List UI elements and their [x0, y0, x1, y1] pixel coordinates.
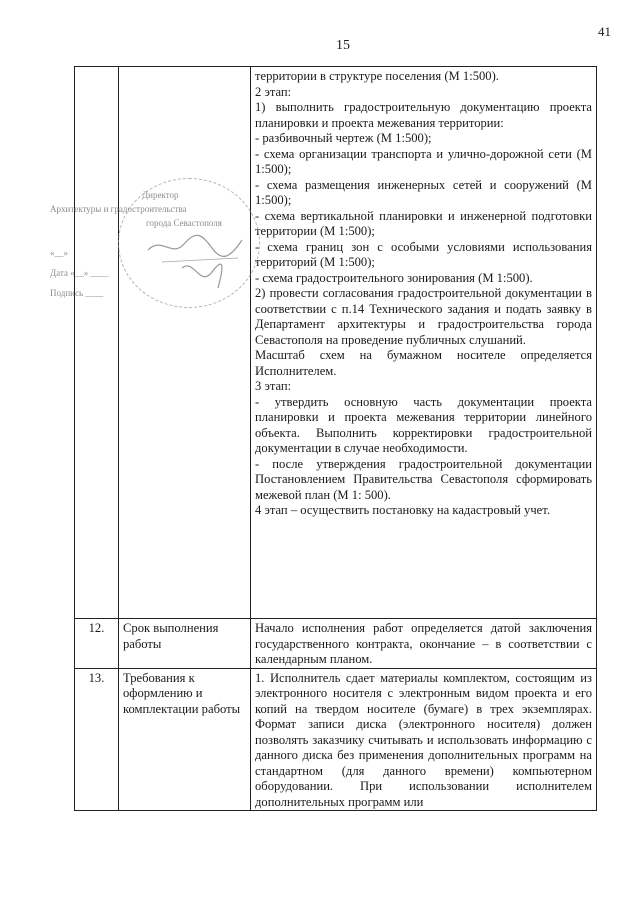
row-number-cell: 13.	[75, 668, 119, 811]
row-number-cell	[75, 67, 119, 619]
paragraph: - схема границ зон с особыми условиями использования территорий (М 1:500);	[255, 239, 592, 269]
table-row-continued	[75, 67, 597, 619]
row-content-cell	[251, 67, 597, 619]
table-row-12	[75, 619, 597, 669]
row-content-cell	[251, 619, 597, 669]
paragraph: 2) провести согласования градостроительной документации в соответствии с п.14 Технического задания и подать заявку в Департамент архитектуры и градостроительства города Севастополя на проведение публичных слушаний.	[255, 286, 592, 347]
paragraph: 1) выполнить градостроительную документацию проекта планировки и проекта межевания территории:	[255, 100, 592, 130]
row-content-cell	[251, 668, 597, 811]
row-title-cell	[119, 67, 251, 619]
stamp-text: Директор	[142, 190, 179, 200]
paragraph: - схема градостроительного зонирования (М 1:500).	[255, 270, 533, 285]
handwritten-signature	[142, 228, 252, 300]
stamp-text: Подпись ____	[50, 288, 104, 298]
stamp-text: Дата «__» ____	[50, 268, 109, 278]
paragraph: 2 этап:	[255, 84, 292, 99]
paragraph: - разбивочный чертеж (М 1:500);	[255, 131, 432, 145]
sheet-number: 41	[598, 24, 611, 39]
paragraph: 1. Исполнитель сдает материалы комплектом, состоящим из электронного носителя с электронным видом проекта и его копий на твердом носителе (бумаге) в трех экземплярах. Формат записи диска (электронного носителя) должен позволять заказчику считывать и использовать информацию с данного диска без применения дополнительных программ на стандартном (для данного времени) компьютерном оборудовании. При использовании исполнителем дополнительных программ или	[255, 670, 592, 809]
table-row-13	[75, 668, 597, 811]
paragraph: территории в структуре поселения (М 1:500).	[255, 69, 499, 83]
approval-stamp	[50, 178, 260, 308]
paragraph: 4 этап – осуществить постановку на кадастровый учет.	[255, 503, 550, 517]
stamp-text: «__»	[50, 248, 68, 258]
page-number: 15	[336, 38, 350, 53]
paragraph: 3 этап:	[255, 379, 292, 393]
row-number-cell: 12.	[75, 619, 119, 669]
paragraph: - схема организации транспорта и улично-дорожной сети (М 1:500);	[255, 146, 592, 176]
row-title-cell: Требования к оформлению и комплектации работы	[119, 668, 251, 811]
paragraph: - утвердить основную часть документации проекта планировки и проекта межевания территории линейного объекта. Выполнить корректировки градостроительной документации в случае необходимости.	[255, 394, 592, 455]
paragraph: - схема вертикальной планировки и инженерной подготовки территории (М 1:500);	[255, 208, 592, 238]
paragraph: - схема размещения инженерных сетей и сооружений (М 1:500);	[255, 177, 592, 207]
row-title-cell: Срок выполнения работы	[119, 619, 251, 669]
paragraph: Начало исполнения работ определяется датой заключения государственного контракта, окончание – в соответствии с календарным планом.	[255, 621, 592, 666]
paragraph: - после утверждения градостроительной документации Постановлением Правительства Севастополя сформировать межевой план (М 1: 500).	[255, 456, 592, 502]
stamp-text: города Севастополя	[146, 218, 222, 228]
stamp-text: Архитектуры и градостроительства	[50, 204, 187, 214]
paragraph: Масштаб схем на бумажном носителе определяется Исполнителем.	[255, 348, 592, 378]
